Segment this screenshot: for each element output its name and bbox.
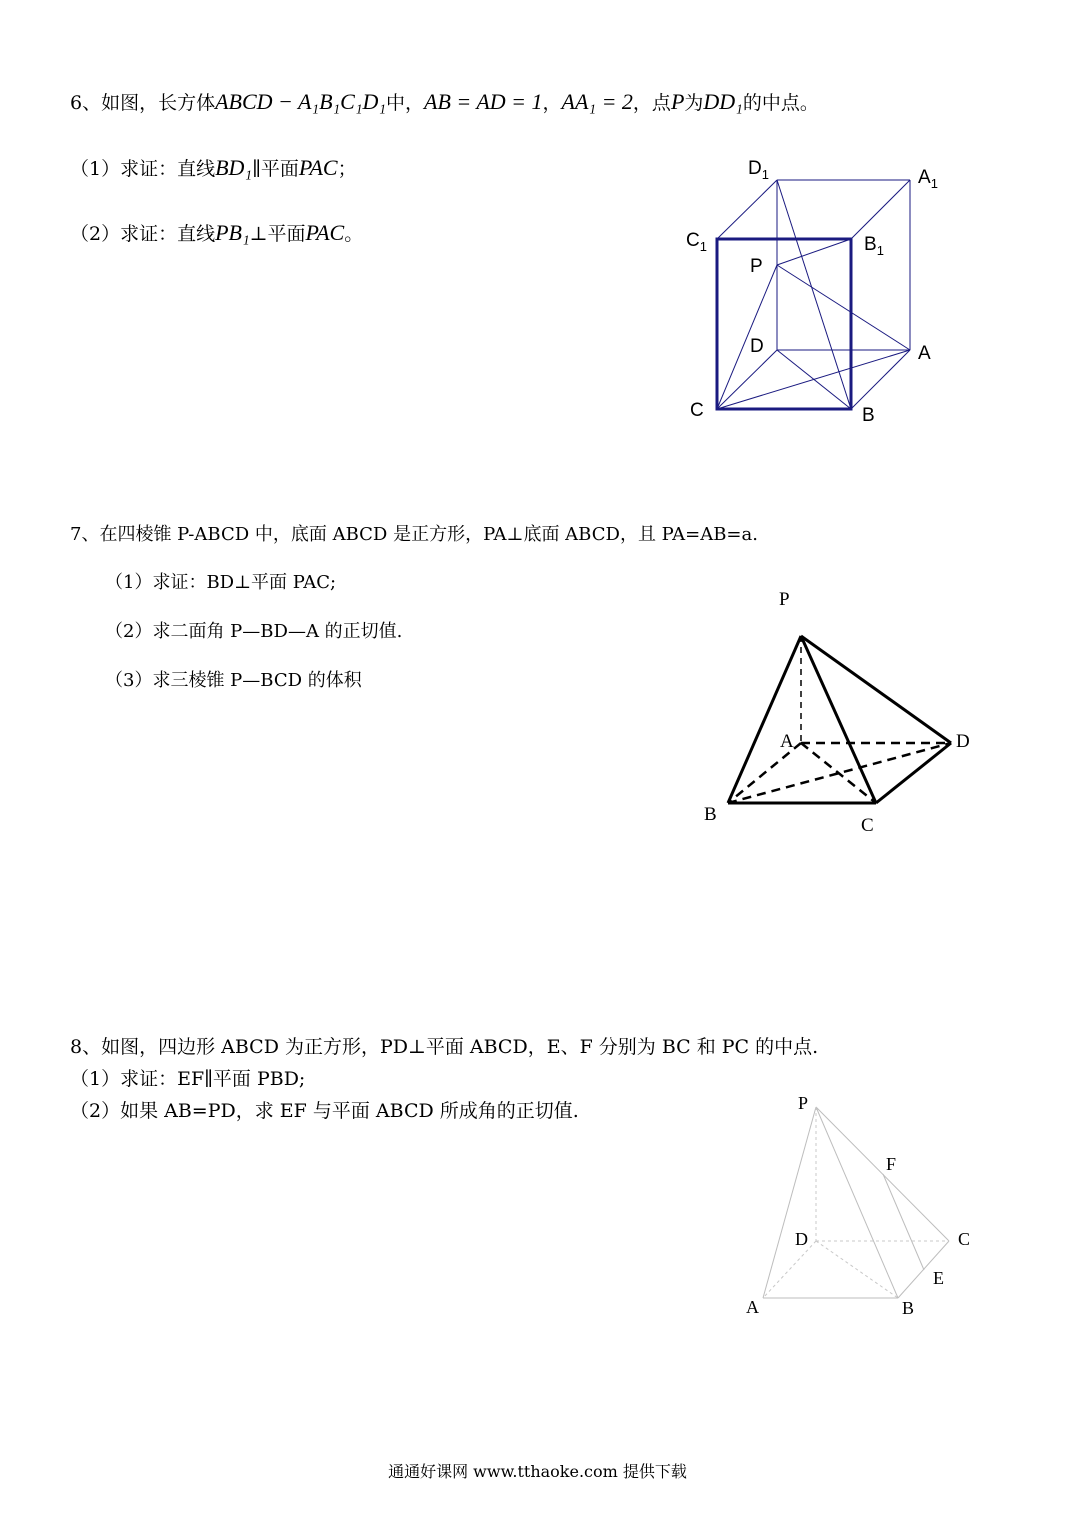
q6-part2-text: ⊥平面: [249, 223, 306, 245]
label-c: C: [861, 815, 874, 836]
q7-intro: 7、在四棱锥 P-ABCD 中，底面 ABCD 是正方形，PA⊥底面 ABCD，且 PA=AB=a.: [70, 524, 758, 545]
q6-math-pac: PAC: [305, 220, 345, 245]
label-a: A: [746, 1297, 759, 1317]
label-c: C: [690, 400, 704, 421]
q6-intro-text: 6、如图，长方体: [70, 92, 216, 114]
label-b: B: [704, 804, 717, 825]
q7-part3: （3）求三棱锥 P—BCD 的体积: [105, 670, 362, 691]
q8-part2: （2）如果 AB=PD，求 EF 与平面 ABCD 所成角的正切值.: [70, 1100, 579, 1122]
q6-math-cuboid: ABCD − A₁B₁C₁D₁: [215, 89, 387, 114]
q6-math-aa1: AA₁ = 2: [561, 89, 633, 114]
page-footer: 通通好课网 www.tthaoke.com 提供下载: [388, 1462, 687, 1481]
label-d: D: [795, 1229, 808, 1249]
q6-part1-text: ∥平面: [252, 158, 299, 180]
label-d1: $D_1$: [748, 158, 769, 182]
label-b: B: [902, 1298, 915, 1318]
label-p: P: [798, 1093, 809, 1113]
q8-dashed-edges: [763, 1107, 949, 1298]
q6-intro-text: 为: [684, 92, 704, 114]
label-c1: $C_1$: [686, 230, 707, 254]
q6-math-p: P: [670, 89, 685, 114]
label-f: F: [886, 1154, 897, 1174]
q6-intro-text: ，: [542, 92, 562, 114]
label-c: C: [958, 1229, 971, 1249]
q6-intro-text: 中，: [386, 92, 425, 114]
label-d: D: [956, 731, 970, 752]
q6-intro-text: ，点: [632, 92, 671, 114]
label-p: P: [750, 256, 763, 277]
label-b: B: [862, 405, 875, 426]
q6-part2-text: 。: [344, 223, 364, 245]
edge-p-c: [816, 1107, 949, 1241]
q7-part1: （1）求证：BD⊥平面 PAC;: [105, 572, 337, 593]
q6-math-bd1: BD₁: [215, 155, 253, 180]
label-p: P: [779, 589, 790, 610]
label-d: D: [750, 336, 764, 357]
q6-intro-text: 的中点。: [742, 92, 819, 114]
q6-math-ab-ad: AB = AD = 1: [424, 89, 543, 114]
label-e: E: [933, 1268, 944, 1288]
q6-math-dd1: DD₁: [703, 89, 743, 114]
q6-math-pac: PAC: [298, 155, 338, 180]
label-a1: $A_1$: [918, 167, 938, 191]
q8-part1: （1）求证：EF∥平面 PBD;: [70, 1068, 306, 1090]
q6-math-pb1: PB₁: [215, 220, 250, 245]
label-b1: $B_1$: [864, 234, 884, 258]
q7-part2: （2）求二面角 P—BD—A 的正切值.: [105, 621, 403, 642]
q6-part1-text: ；: [337, 158, 357, 180]
label-a: A: [780, 731, 794, 752]
label-a: A: [918, 343, 931, 364]
q6-part1-text: （1）求证：直线: [70, 158, 216, 180]
segment-f-e: [883, 1174, 924, 1270]
q6-part2-text: （2）求证：直线: [70, 223, 216, 245]
q8-intro: 8、如图，四边形 ABCD 为正方形，PD⊥平面 ABCD，E、F 分别为 BC 和 PC 的中点.: [70, 1036, 819, 1058]
